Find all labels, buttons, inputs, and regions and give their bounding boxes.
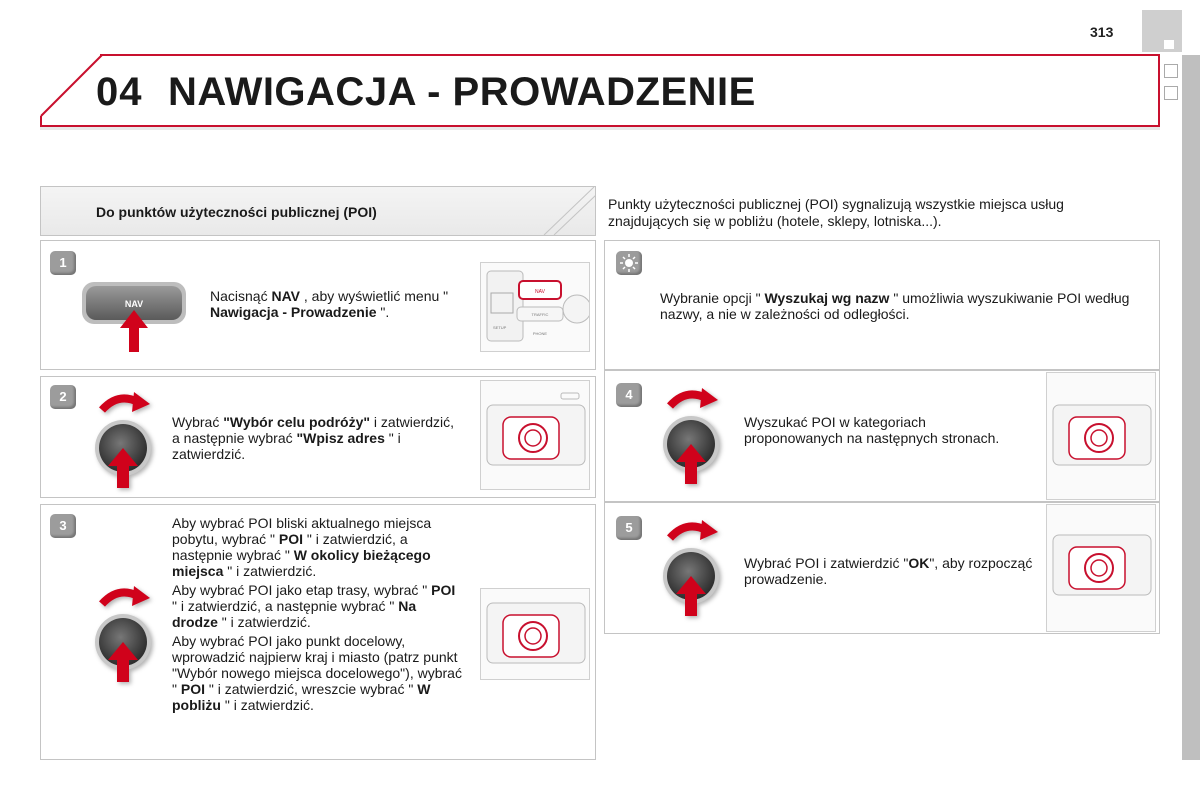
body-text: " i zatwierdzić.: [223, 563, 317, 579]
step-3-badge: 3: [50, 514, 76, 538]
console-thumbnail: [480, 380, 590, 490]
emphasis-text: POI: [431, 582, 456, 598]
step-3-paragraph: [172, 582, 464, 630]
emphasis-text: Na drodze: [172, 598, 417, 630]
section-heading: Do punktów użyteczności publicznej (POI): [96, 204, 377, 220]
body-text: ", aby rozpocząć prowadzenie.: [744, 555, 1033, 587]
body-text: Wybranie opcji ": [660, 290, 765, 306]
side-strip: [1182, 55, 1200, 760]
nav-button-label: NAV: [124, 299, 144, 309]
emphasis-text: Nawigacja - Prowadzenie: [210, 304, 377, 320]
emphasis-text: "Wpisz adres: [296, 430, 385, 446]
body-text: Aby wybrać POI jako punkt docelowy, wprowadzić najpierw kraj i miasto (patrz punkt "Wybór nowego miejsca docelowego"), wybrać ": [172, 633, 462, 697]
emphasis-text: Wyszukaj wg nazw: [764, 290, 890, 306]
header-border: [1158, 54, 1160, 127]
body-text: , aby wyświetlić menu ": [300, 288, 449, 304]
step-4-text: [744, 414, 1014, 446]
body-text: Wyszukać POI w kategoriach proponowanych na następnych stronach.: [744, 414, 1000, 446]
body-text: " i zatwierdzić.: [217, 614, 311, 630]
emphasis-text: W pobliżu: [172, 681, 431, 713]
emphasis-text: NAV: [271, 288, 300, 304]
step-3-paragraph: [172, 515, 464, 579]
tab-marker: [1164, 64, 1178, 78]
tip-text: [660, 290, 1130, 322]
emphasis-text: POI: [278, 531, 304, 547]
step-3-text: [172, 515, 464, 713]
nav-key-label: NAV: [535, 289, 545, 295]
step-5-text: [744, 555, 1034, 587]
rotary-knob-illustration: [656, 516, 726, 620]
body-text: " i zatwierdzić, a następnie wybrać ": [172, 531, 408, 563]
section-heading-decoration: [530, 186, 596, 236]
step-2-text: [172, 414, 462, 462]
step-1-text: [210, 288, 472, 320]
header-border: [100, 54, 1160, 56]
step-5-badge: 5: [616, 516, 642, 540]
body-text: i zatwierdzić, a następnie wybrać: [172, 414, 455, 446]
body-text: ".: [376, 304, 390, 320]
body-text: Aby wybrać POI bliski aktualnego miejsca pobytu, wybrać ": [172, 515, 432, 547]
body-text: Nacisnąć: [210, 288, 272, 304]
step-2-badge: 2: [50, 385, 76, 409]
traffic-key-label: TRAFFIC: [531, 312, 549, 317]
body-text: " i zatwierdzić, a następnie wybrać ": [172, 598, 399, 614]
tab-marker: [1164, 86, 1178, 100]
step-4-badge: 4: [616, 383, 642, 407]
lightbulb-icon: [616, 251, 642, 275]
page-number: 313: [1090, 24, 1114, 40]
setup-key-label: SETUP: [493, 325, 507, 330]
step-3-paragraph: [172, 633, 464, 713]
chapter-tab: [1142, 10, 1182, 52]
body-text: Wybrać POI i zatwierdzić ": [744, 555, 909, 571]
emphasis-text: POI: [180, 681, 205, 697]
step-1-badge: 1: [50, 251, 76, 275]
rotary-knob-illustration: [656, 384, 726, 488]
chapter-number: 04: [96, 70, 143, 114]
rotary-knob-illustration: [88, 388, 158, 492]
header-shadow: [40, 127, 1160, 130]
emphasis-text: OK: [908, 555, 930, 571]
phone-key-label: PHONE: [532, 331, 548, 336]
body-text: " i zatwierdzić.: [221, 697, 314, 713]
rotary-knob-illustration: [88, 582, 158, 686]
console-thumbnail: [1046, 372, 1156, 500]
body-text: " i zatwierdzić, wreszcie wybrać ": [204, 681, 418, 697]
console-thumbnail: [1046, 504, 1156, 632]
body-text: Wybrać: [172, 414, 224, 430]
body-text: " umożliwia wyszukiwanie POI według nazwy, a nie w zależności od odległości.: [660, 290, 1130, 322]
console-thumbnail: [480, 588, 590, 680]
emphasis-text: W okolicy bieżącego miejsca: [172, 547, 431, 579]
body-text: Aby wybrać POI jako etap trasy, wybrać ": [172, 582, 432, 598]
emphasis-text: "Wybór celu podróży": [223, 414, 371, 430]
console-thumbnail: [480, 262, 590, 352]
body-text: " i zatwierdzić.: [172, 430, 401, 462]
section-intro: Punkty użyteczności publicznej (POI) sygnalizują wszystkie miejsca usług znajdujących się w pobliżu (hotele, sklepy, lotniska...).: [608, 196, 1064, 229]
nav-button-illustration: [80, 280, 190, 355]
page-title: NAWIGACJA - PROWADZENIE: [168, 70, 756, 114]
